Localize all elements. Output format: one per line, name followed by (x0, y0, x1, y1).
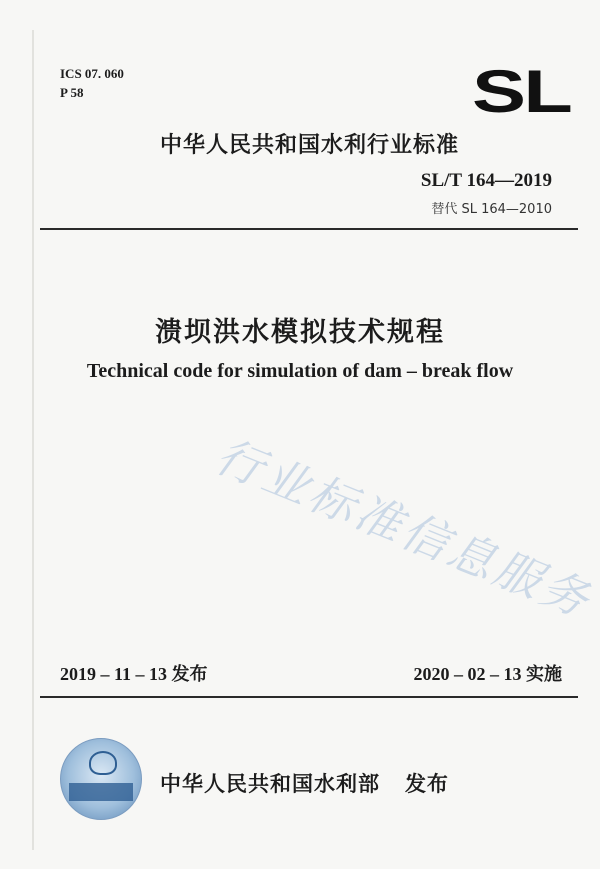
issue-date (60, 660, 208, 686)
p-code: P 58 (60, 85, 84, 100)
anti-counterfeit-seal (60, 738, 142, 820)
issue-date-value: 2019 – 11 – 13 (60, 664, 172, 684)
sl-logo: SL (472, 58, 571, 125)
document-title-english: Technical code for simulation of dam – break flow (86, 360, 514, 382)
publisher-name: 中华人民共和国水利部 (160, 772, 380, 796)
seal-band (69, 783, 133, 801)
replaces-standard: 替代 SL 164—2010 (431, 202, 552, 217)
header-divider (40, 228, 578, 230)
effective-date-value: 2020 – 02 – 13 (413, 664, 526, 684)
publisher (160, 768, 449, 798)
standard-number: SL/T 164—2019 (420, 170, 552, 191)
page-edge (32, 30, 34, 850)
watermark: 行业标准信息服务 (208, 428, 600, 629)
effective-date-suffix: 实施 (526, 664, 562, 685)
ics-code: ICS 07. 060 (60, 66, 124, 81)
seal-emblem-icon (89, 751, 117, 775)
effective-date (414, 660, 563, 686)
classification-codes (60, 64, 124, 102)
industry-standard-title: 中华人民共和国水利行业标准 (160, 133, 460, 158)
publisher-action: 发布 (404, 772, 449, 796)
document-title-chinese: 溃坝洪水模拟技术规程 (155, 317, 445, 348)
issue-date-suffix: 发布 (171, 664, 208, 685)
footer-divider (40, 696, 578, 698)
